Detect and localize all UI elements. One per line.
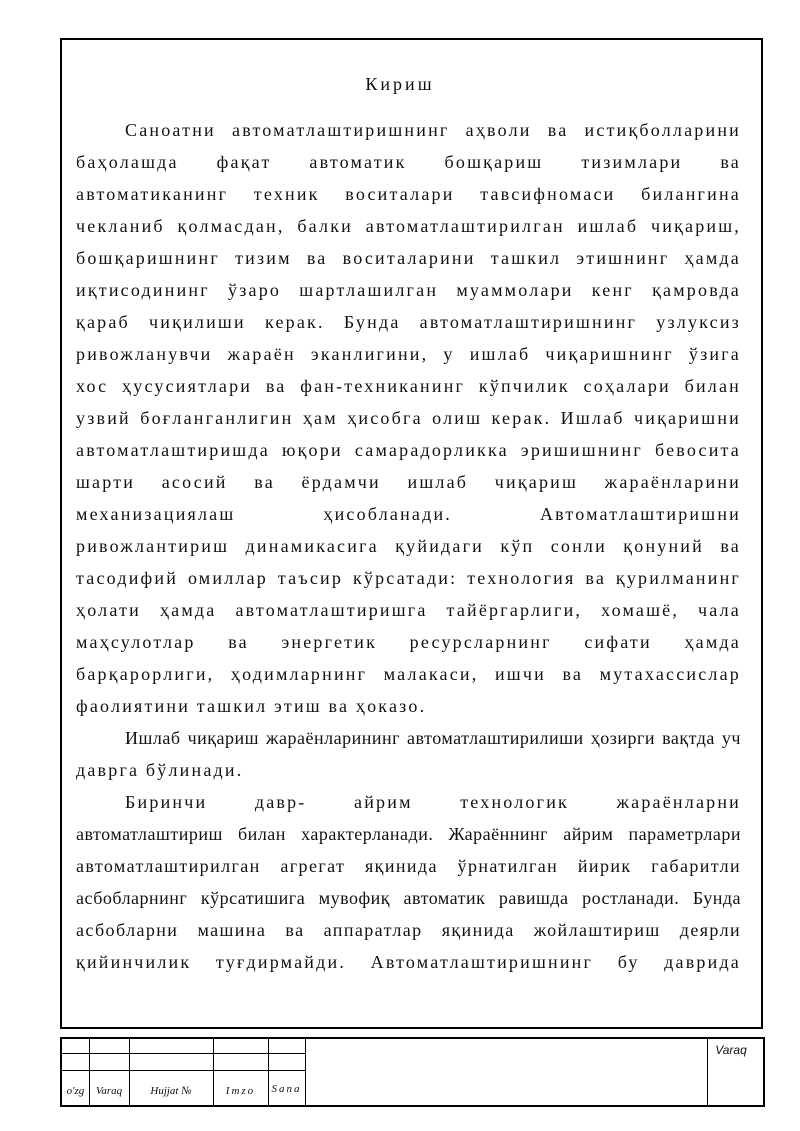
text-line-11: автоматлаштиришда юқори самарадорликка эришишнинг бевосита <box>76 440 741 460</box>
title-block <box>60 1037 765 1107</box>
text-line-3: автоматиканинг техник воситалари тавсифномаси билангина <box>76 184 741 204</box>
text-line-8: ривожланувчи жараён эканлигини, у ишлаб чиқаришнинг ўзига <box>76 344 741 364</box>
text-line-5: бошқаришнинг тизим ва воситаларини ташкил этишнинг ҳамда <box>76 248 741 268</box>
text-line-20: Ишлаб чиқариш жараёнларининг автоматлаштирилиши ҳозирги вақтда уч <box>125 728 741 748</box>
text-line-19: фаолиятини ташкил этиш ва ҳоказо. <box>76 696 427 716</box>
text-line-10: узвий боғланганлигин ҳам ҳисобга олиш керак. Ишлаб чиқаришни <box>76 408 741 428</box>
text-line-14: ривожлантириш динамикасига қуйидаги кўп сонли қонуний ва <box>76 536 741 556</box>
text-line-4: чекланиб қолмасдан, балки автоматлаштирилган ишлаб чиқариш, <box>76 216 741 236</box>
text-line-6: иқтисодининг ўзаро шартлашилган муаммолари кенг қамровда <box>76 280 741 300</box>
text-line-26: асбобларни машина ва аппаратлар яқинида жойлаштириш деярли <box>76 920 741 940</box>
sheet-number-label: Varaq <box>715 1043 747 1057</box>
text-line-13: механизациялаш ҳисобланади. Автоматлаштиришни <box>76 504 741 524</box>
text-line-16: ҳолати ҳамда автоматлаштиришга тайёргарлиги, хомашё, чала <box>76 600 741 620</box>
text-line-21: даврга бўлинади. <box>76 760 244 780</box>
title-block-divider <box>305 1039 306 1105</box>
stamp-col-date: Sana <box>271 1083 302 1095</box>
text-line-17: маҳсулотлар ва энергетик ресурсларнинг сифати ҳамда <box>76 632 741 652</box>
stamp-col-doc: Hujjat № <box>150 1085 192 1097</box>
text-line-25: асбобларнинг кўрсатишига мувофиқ автоматик равишда ростланади. Бунда <box>76 888 741 908</box>
title-block-row-line <box>62 1053 305 1054</box>
title-block-row-line <box>62 1070 305 1071</box>
text-line-15: тасодифий омиллар таъсир кўрсатади: технология ва қурилманинг <box>76 568 741 588</box>
text-line-22: Биринчи давр- айрим технологик жараёнларни <box>125 792 741 812</box>
stamp-col-list: Varaq <box>95 1085 123 1097</box>
stamp-col-izm: o'zg <box>66 1085 85 1097</box>
title-block-divider <box>268 1039 269 1105</box>
text-line-1: Саноатни автоматлаштиришнинг аҳволи ва истиқболларини <box>125 120 741 140</box>
text-line-12: шарти асосий ва ёрдамчи ишлаб чиқариш жараёнларини <box>76 472 741 492</box>
text-line-24: автоматлаштирилган агрегат яқинида ўрнатилган йирик габаритли <box>76 856 741 876</box>
text-line-23: автоматлаштириш билан характерланади. Жараённинг айрим параметрлари <box>76 824 741 844</box>
text-line-7: қараб чиқилиши керак. Бунда автоматлаштиришнинг узлуксиз <box>76 312 741 332</box>
stamp-col-sign: Imzo <box>225 1085 256 1097</box>
text-line-2: баҳолашда фақат автоматик бошқариш тизимлари ва <box>76 152 741 172</box>
document-title: Кириш <box>365 74 435 94</box>
text-line-18: барқарорлиги, ҳодимларнинг малакаси, ишчи ва мутахассислар <box>76 664 741 684</box>
text-line-9: хос ҳусусиятлари ва фан-техниканинг кўпчилик соҳалари билан <box>76 376 741 396</box>
text-line-27: қийинчилик туғдирмайди. Автоматлаштиришнинг бу даврида <box>76 952 741 972</box>
